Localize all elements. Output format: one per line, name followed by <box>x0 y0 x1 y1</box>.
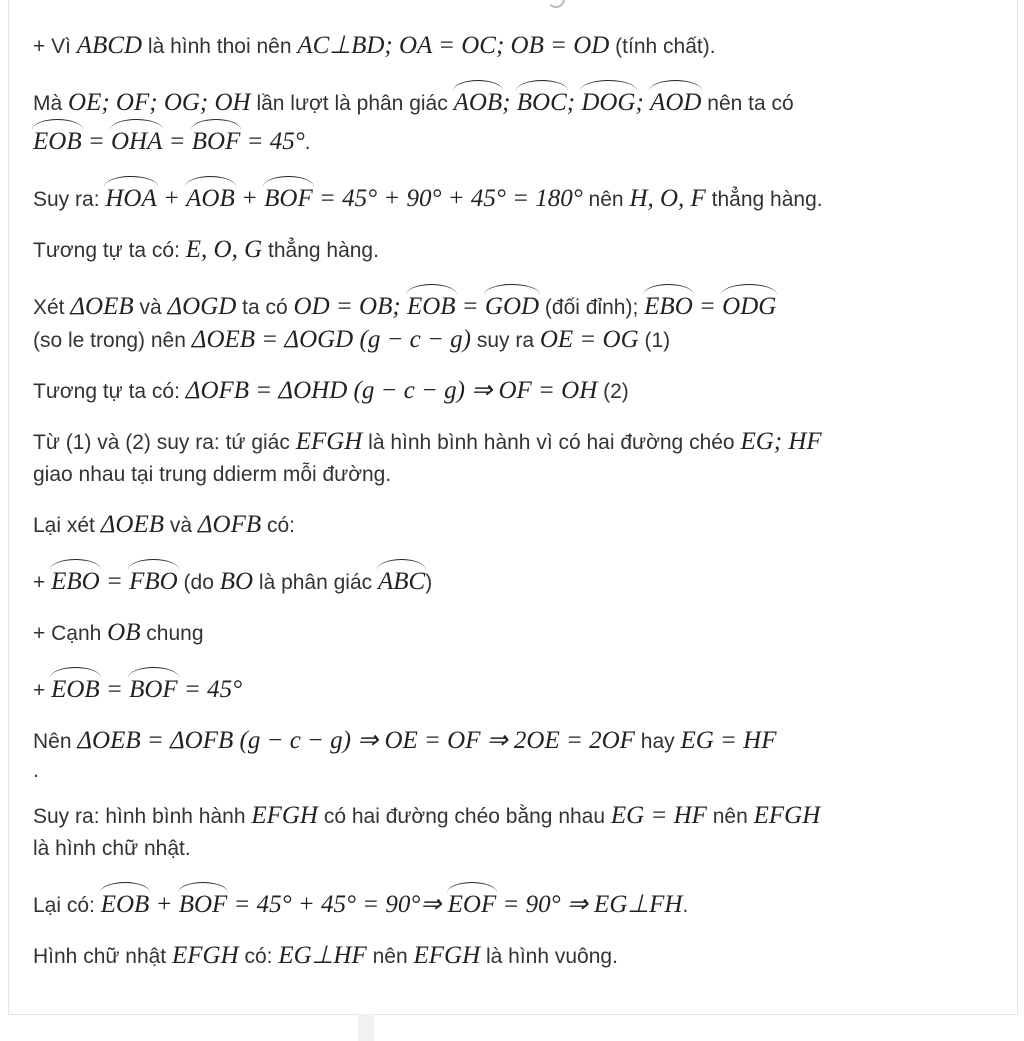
angle-notation: DOG <box>581 81 635 119</box>
angle-notation: EOB <box>407 285 456 323</box>
solution-line: + Vì ABCD là hình thoi nên AC⊥BD; OA = OC; OB = OD (tính chất). <box>33 32 716 59</box>
solution-line: + Cạnh OB chung <box>33 619 204 646</box>
math-expression: ΔOGD <box>167 293 237 320</box>
solution-line: Tương tự ta có: ΔOFB = ΔOHD (g − c − g) ⇒ OF = OH (2) <box>33 377 629 404</box>
math-expression: ABCD <box>76 32 143 59</box>
angle-notation: BOC <box>517 81 567 119</box>
math-expression: EFGH <box>171 942 239 969</box>
angle-notation: EBO <box>644 285 693 323</box>
scroll-stub <box>358 1014 374 1041</box>
math-expression: OB <box>107 619 141 646</box>
angle-notation: ODG <box>722 285 776 323</box>
math-expression: BO <box>219 568 254 595</box>
math-expression: + <box>149 891 179 918</box>
solution-line: Nên ΔOEB = ΔOFB (g − c − g) ⇒ OE = OF ⇒ 2OE = 2OF hay EG = HF <box>33 727 777 754</box>
math-expression: ; <box>635 89 651 116</box>
math-expression: EFGH <box>295 428 363 455</box>
angle-notation: BOF <box>192 120 241 158</box>
math-expression: AC⊥BD; OA = OC; OB = OD <box>297 32 610 59</box>
angle-notation: BOF <box>129 668 178 706</box>
angle-notation: AOD <box>650 81 701 119</box>
solution-line: Lại có: EOB + BOF = 45° + 45° = 90°⇒ EOF = 90° ⇒ EG⊥FH. <box>33 883 1005 922</box>
math-expression: ΔOEB <box>100 511 164 538</box>
angle-notation: AOB <box>454 81 503 119</box>
math-expression: = 45° <box>240 128 305 155</box>
angle-notation: BOF <box>264 177 313 215</box>
math-expression: ΔOFB <box>197 511 262 538</box>
solution-line: Tương tự ta có: E, O, G thẳng hàng. <box>33 236 379 263</box>
math-expression: = 90° ⇒ EG⊥FH <box>496 891 683 918</box>
math-expression: = <box>81 128 111 155</box>
angle-notation: EOB <box>33 120 82 158</box>
solution-line: Lại xét ΔOEB và ΔOFB có: <box>33 511 295 538</box>
angle-notation: EOB <box>51 668 100 706</box>
math-expression: EFGH <box>413 942 481 969</box>
math-expression: E, O, G <box>185 236 263 263</box>
math-expression: ; <box>502 89 517 116</box>
angle-notation: GOD <box>485 285 539 323</box>
solution-line: + EBO = FBO (do BO là phân giác ABC) <box>33 560 1005 599</box>
math-expression: + <box>234 185 265 212</box>
math-expression: ; <box>566 89 582 116</box>
math-expression: EG; HF <box>740 428 822 455</box>
math-expression: EG = HF <box>610 802 707 829</box>
math-expression: ΔOEB <box>70 293 134 320</box>
math-expression: = 45° + 90° + 45° = 180° <box>312 185 583 212</box>
math-expression: OE = OG <box>539 326 639 353</box>
solution-line: Suy ra: hình bình hành EFGH có hai đường chéo bằng nhau EG = HF nên EFGH là hình chữ nhật. <box>33 802 821 860</box>
math-expression: ΔOEB = ΔOGD (g − c − g) <box>191 326 471 353</box>
solution-line: Mà OE; OF; OG; OH lần lượt là phân giác AOB; BOC; DOG; AOD nên ta có EOB = OHA = BOF = 45°. <box>33 81 1005 159</box>
angle-notation: EOB <box>101 883 150 921</box>
angle-notation: HOA <box>105 177 156 215</box>
math-expression: = <box>99 568 130 595</box>
math-expression: H, O, F <box>629 185 706 212</box>
math-expression: EG = HF <box>680 727 777 754</box>
math-expression: = <box>692 293 723 320</box>
solution-line: Xét ΔOEB và ΔOGD ta có OD = OB; EOB = GOD (đối đỉnh); EBO = ODG (so le trong) nên ΔOEB = ΔOGD (g − c − g) suy ra OE = OG (1) <box>33 285 1005 357</box>
math-expression: EG⊥HF <box>278 942 367 969</box>
math-expression: EFGH <box>753 802 821 829</box>
solution-line: . <box>33 759 39 782</box>
math-expression: = 45° <box>177 676 243 703</box>
math-expression: ΔOEB = ΔOFB (g − c − g) ⇒ OE = OF ⇒ 2OE = 2OF <box>77 727 635 754</box>
math-expression: = <box>99 676 130 703</box>
angle-notation: EOF <box>448 883 497 921</box>
angle-notation: FBO <box>129 560 178 598</box>
solution-line: Từ (1) và (2) suy ra: tứ giác EFGH là hình bình hành vì có hai đường chéo EG; HF giao nhau tại trung ddierm mỗi đường. <box>33 428 822 486</box>
math-expression: EFGH <box>251 802 318 829</box>
solution-line: + EOB = BOF = 45° <box>33 668 1005 707</box>
angle-notation: BOF <box>179 883 228 921</box>
math-expression: OE; OF; OG; OH <box>68 89 251 116</box>
solution-card <box>8 0 1018 1015</box>
solution-line: Hình chữ nhật EFGH có: EG⊥HF nên EFGH là hình vuông. <box>33 942 618 969</box>
angle-notation: OHA <box>111 120 162 158</box>
angle-notation: ABC <box>378 560 425 598</box>
solution-line: Suy ra: HOA + AOB + BOF = 45° + 90° + 45° = 180° nên H, O, F thẳng hàng. <box>33 177 1005 216</box>
math-expression: OD = OB; <box>293 293 407 320</box>
math-expression: = <box>162 128 192 155</box>
math-expression: = <box>455 293 485 320</box>
math-expression: = 45° + 45° = 90°⇒ <box>227 891 448 918</box>
math-expression: ΔOFB = ΔOHD (g − c − g) ⇒ OF = OH <box>185 377 598 404</box>
angle-notation: EBO <box>51 560 100 598</box>
math-expression: + <box>156 185 187 212</box>
angle-notation: AOB <box>186 177 235 215</box>
solution-content <box>33 30 1005 991</box>
spinner-icon <box>547 0 565 8</box>
